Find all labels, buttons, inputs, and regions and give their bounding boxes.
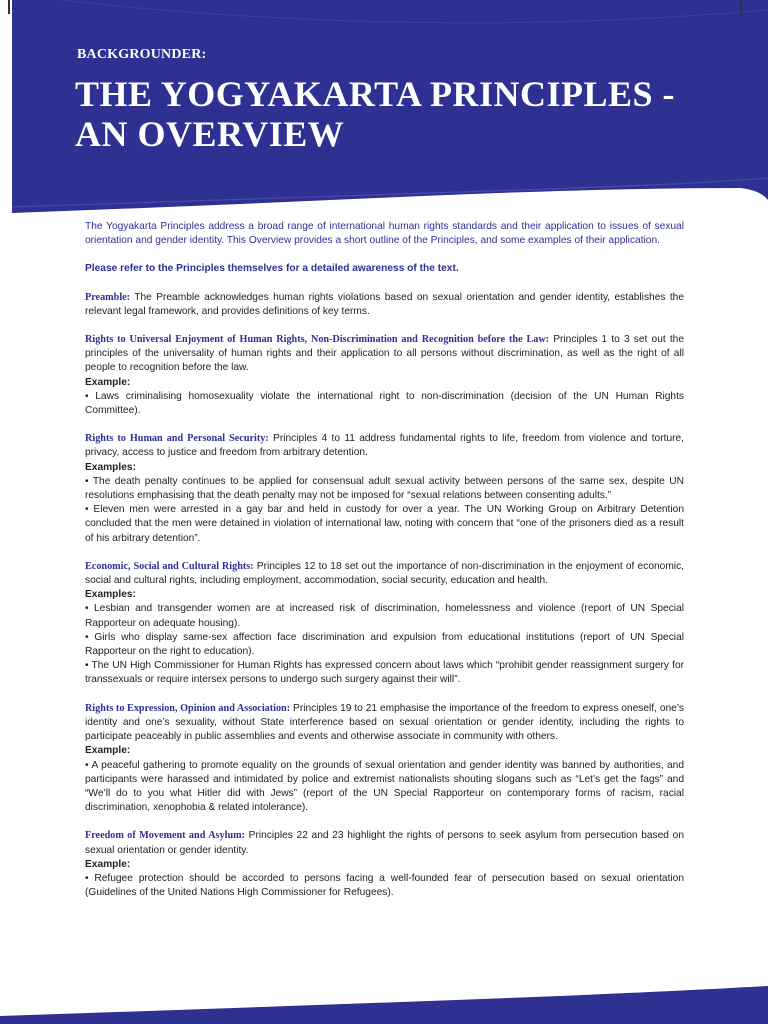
section-movement-asylum [85, 829, 684, 900]
crop-mark-left [8, 0, 10, 14]
example-item: • Laws criminalising homosexuality violate the international right to non-discrimination (decision of the UN Human Rights Committee). [85, 390, 684, 417]
example-item: • The UN High Commissioner for Human Rights has expressed concern about laws which “prohibit gender reassignment surgery for transsexuals or require intersex persons to undergo such surgery against their will”. [85, 660, 684, 686]
section-body: Principles 22 and 23 highlight the rights of persons to seek asylum from persecution based on sexual orientation or gender identity. [85, 830, 684, 856]
refer-note: Please refer to the Principles themselves for a detailed awareness of the text. [85, 263, 459, 275]
example-item: • A peaceful gathering to promote equality on the grounds of sexual orientation and gender identity was banned by authorities, and participants were harassed and intimidated by police and extremist nationalists shouting slogans such as “Let’s get the fags” and “We’ll do to you what Hitler did with Jews” (report of the UN Special Rapporteur on contemporary forms of racism, racial discrimination, xenophobia & related intolerance). [85, 759, 684, 814]
section-title: Freedom of Movement and Asylum: [85, 830, 245, 842]
page-title [75, 74, 675, 154]
section-body: Principles 12 to 18 set out the importance of non-discrimination in the enjoyment of economic, social and cultural rights, including employment, accommodation, social security, education and health. [85, 560, 684, 587]
section-paragraph [85, 333, 684, 376]
section-economic-social-cultural [85, 560, 684, 688]
section-universal-rights [85, 333, 684, 418]
backgrounder-label: BACKGROUNDER: [77, 47, 207, 62]
crop-mark-right [740, 0, 742, 14]
example-item: • Refugee protection should be accorded to persons facing a well-founded fear of persecution based on sexual orientation (Guidelines of the United Nations High Commissioner for Refugees). [85, 872, 684, 899]
example-label: Examples: [85, 461, 136, 473]
section-paragraph [85, 560, 684, 588]
header-band [0, 0, 768, 215]
section-body: Principles 1 to 3 set out the principles of the universality of human rights and their application to all persons without discrimination, as well as the right of all people to recognition before the law. [85, 334, 684, 374]
section-paragraph [85, 432, 684, 460]
section-body: The Preamble acknowledges human rights violations based on sexual orientation and gender identity, establishes the relevant legal framework, and provides definitions of key terms. [85, 291, 684, 317]
example-label: Example: [85, 858, 131, 870]
title-line-2: AN OVERVIEW [75, 114, 345, 154]
section-paragraph [85, 291, 684, 319]
example-item: • Girls who display same-sex affection face discrimination and expulsion from educational institutions (report of UN Special Rapporteur on the right to education). [85, 631, 684, 658]
section-body: Principles 19 to 21 emphasise the importance of the freedom to express oneself, one’s identity and one’s sexuality, without State interference based on sexual orientation or gender identity, including the rights to participate peaceably in public assemblies and events and otherwise associate in community with others. [85, 702, 684, 743]
section-preamble [85, 291, 684, 319]
section-title: Rights to Universal Enjoyment of Human Rights, Non-Discrimination and Recognition before the Law: [85, 334, 550, 346]
document-body [85, 220, 684, 914]
example-item: • Eleven men were arrested in a gay bar and held in custody for over a year. The UN Working Group on Arbitrary Detention concluded that the men were detained in violation of international law, noting with concern that “one of the prisoners died as a result of his arbitrary detention”. [85, 504, 684, 544]
example-item: • The death penalty continues to be applied for consensual adult sexual activity between persons of the same sex, despite UN resolutions emphasising that the death penalty may not be imposed for “sexual relations between consenting adults.” [85, 475, 684, 502]
section-paragraph [85, 702, 684, 745]
section-expression-opinion-association [85, 702, 684, 816]
section-body: Principles 4 to 11 address fundamental rights to life, freedom from violence and torture, privacy, access to justice and freedom from arbitrary detention. [85, 433, 685, 459]
section-paragraph [85, 829, 684, 857]
example-label: Examples: [85, 589, 136, 601]
footer-band [0, 984, 768, 1024]
section-personal-security [85, 432, 684, 546]
example-label: Example: [85, 745, 131, 757]
title-line-1: THE YOGYAKARTA PRINCIPLES - [75, 74, 675, 114]
example-label: Example: [85, 376, 131, 388]
example-item: • Lesbian and transgender women are at increased risk of discrimination, homelessness and violence (report of UN Special Rapporteur on adequate housing). [85, 603, 684, 629]
section-title: Rights to Human and Personal Security: [85, 433, 269, 445]
section-title: Rights to Expression, Opinion and Association: [85, 702, 291, 714]
intro-paragraph: The Yogyakarta Principles address a broad range of international human rights standards and their application to issues of sexual orientation and gender identity. This Overview provides a short outline of the Principles, and some examples of their application. [85, 221, 684, 247]
section-title: Economic, Social and Cultural Rights: [85, 560, 254, 572]
section-title: Preamble: [85, 291, 131, 303]
